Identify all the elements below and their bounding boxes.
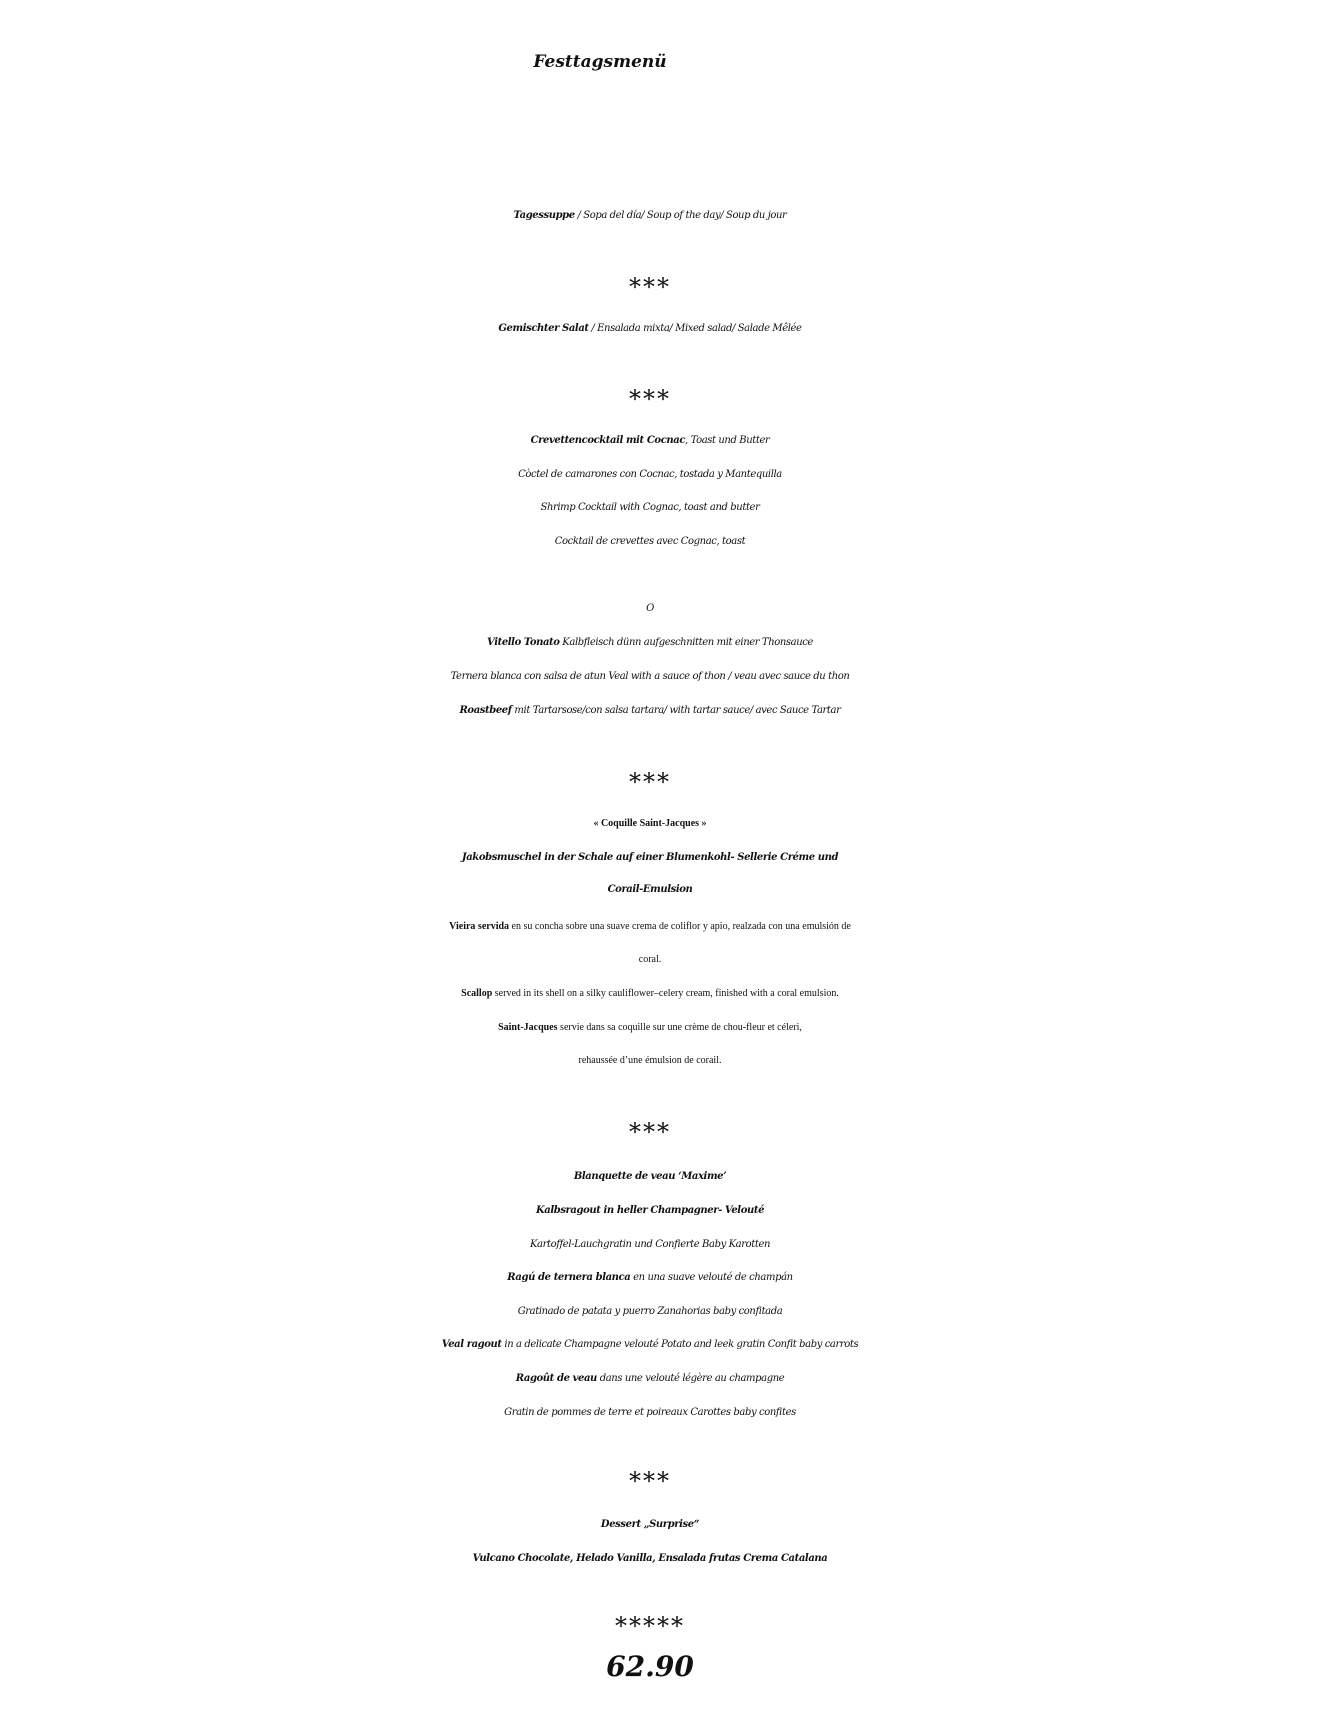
soup-line xyxy=(0,199,1300,232)
vitello-name: Vitello Tonato xyxy=(487,637,560,648)
starter-line-3: Shrimp Cocktail with Cognac, toast and butter xyxy=(540,502,760,513)
soup-translations: / Sopa del día/ Soup of the day/ Soup du jour xyxy=(574,210,787,221)
main-line-7 xyxy=(0,1362,1300,1395)
main-line-6 xyxy=(0,1328,1300,1361)
menu-price: 62.90 xyxy=(606,1650,694,1683)
alternative-line-1-rest: Kalbfleisch dünn aufgeschnitten mit einer Thonsauce xyxy=(559,637,813,648)
main-line-2: Kalbsragout in heller Champagner- Velouté xyxy=(535,1205,765,1216)
main-line-7-rest: dans une velouté légère au champagne xyxy=(596,1373,785,1384)
main-french-name: Ragoût de veau xyxy=(515,1373,597,1384)
fish-french-line-1 xyxy=(0,1011,1300,1044)
menu-title: Festtagsmenü xyxy=(533,52,667,72)
fish-spanish-name: Vieira servida xyxy=(449,921,510,932)
fish-spanish-line-2: coral. xyxy=(638,954,662,965)
fish-english-line xyxy=(0,977,1300,1010)
main-line-1: Blanquette de veau ‘Maxime’ xyxy=(573,1171,727,1182)
fish-german-line-1: Jakobsmuschel in der Schale auf einer Blumenkohl- Sellerie Créme und xyxy=(461,852,839,863)
fish-german-line-2: Corail-Emulsion xyxy=(607,884,693,895)
separator: *** xyxy=(629,273,671,301)
alternative-line-2: Ternera blanca con salsa de atun Veal with a sauce of thon / veau avec sauce du thon xyxy=(450,671,850,682)
dessert-line-2: Vulcano Chocolate, Helado Vanilla, Ensalada frutas Crema Catalana xyxy=(472,1553,828,1564)
starter-line-2: Còctel de camarones con Cocnac, tostada y Mantequilla xyxy=(518,469,782,480)
main-spanish-name: Ragú de ternera blanca xyxy=(507,1272,631,1283)
main-line-6-rest: in a delicate Champagne velouté Potato and leek gratin Confit baby carrots xyxy=(501,1339,859,1350)
main-line-5: Gratinado de patata y puerro Zanahorias baby confitada xyxy=(517,1306,783,1317)
alternative-line-1 xyxy=(0,626,1300,659)
fish-french-line-2: rehaussée d’une émulsion de corail. xyxy=(578,1055,722,1066)
separator: *** xyxy=(629,1467,671,1495)
main-line-4-rest: en una suave velouté de champán xyxy=(630,1272,793,1283)
starter-line-1 xyxy=(0,424,1300,457)
main-line-8: Gratin de pommes de terre et poireaux Carottes baby confites xyxy=(504,1407,796,1418)
salad-line xyxy=(0,312,1300,345)
fish-english-rest: served in its shell on a silky cauliflower–celery cream, finished with a coral emulsion. xyxy=(492,988,839,999)
fish-spanish-rest: en su concha sobre una suave crema de coliflor y apio, realzada con una emulsión de xyxy=(509,921,851,932)
alternative-line-3 xyxy=(0,694,1300,727)
fish-french-rest: servie dans sa coquille sur une crème de chou-fleur et céleri, xyxy=(557,1022,802,1033)
starter-line-4: Cocktail de crevettes avec Cognac, toast xyxy=(554,536,746,547)
separator: *** xyxy=(629,1118,671,1146)
roastbeef-name: Roastbeef xyxy=(459,705,512,716)
final-separator: ***** xyxy=(615,1612,685,1640)
fish-french-name: Saint-Jacques xyxy=(498,1022,558,1033)
main-line-3: Kartoffel-Lauchgratin und Confierte Baby Karotten xyxy=(529,1239,771,1250)
main-english-name: Veal ragout xyxy=(441,1339,502,1350)
choice-marker: O xyxy=(646,603,654,614)
main-line-4 xyxy=(0,1261,1300,1294)
separator: *** xyxy=(629,385,671,413)
separator: *** xyxy=(629,768,671,796)
dessert-line-1: Dessert „Surprise“ xyxy=(600,1519,700,1530)
soup-name: Tagessuppe xyxy=(513,210,575,221)
fish-spanish-line-1 xyxy=(0,910,1300,943)
starter-name: Crevettencocktail mit Cocnac xyxy=(530,435,686,446)
fish-english-name: Scallop xyxy=(461,988,493,999)
fish-heading: « Coquille Saint-Jacques » xyxy=(593,818,707,829)
starter-line-1-rest: , Toast und Butter xyxy=(685,435,770,446)
salad-translations: / Ensalada mixta/ Mixed salad/ Salade Mêlée xyxy=(588,323,802,334)
salad-name: Gemischter Salat xyxy=(498,323,589,334)
alternative-line-3-rest: mit Tartarsose/con salsa tartara/ with tartar sauce/ avec Sauce Tartar xyxy=(511,705,841,716)
